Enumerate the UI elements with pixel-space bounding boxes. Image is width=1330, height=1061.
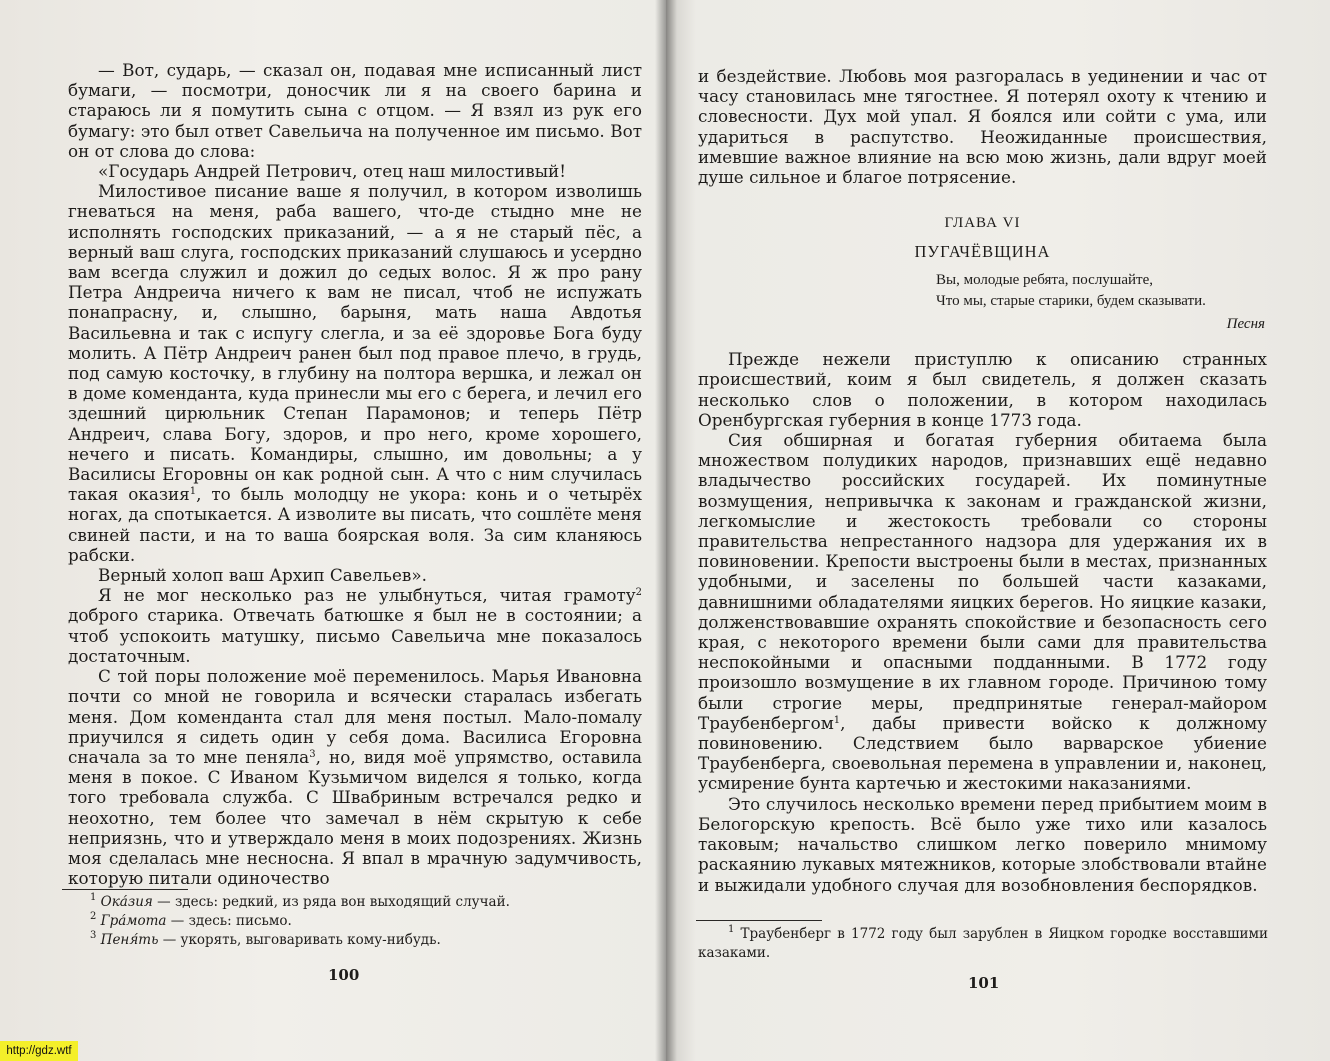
footnote-number: 1 xyxy=(728,924,735,935)
footnote-ref: 2 xyxy=(635,587,642,599)
paragraph-text: С той поры положение моё переменилось. Марья Ивановна почти со мной не говорила и всячески старалась избегать меня. Дом коменданта стал для меня постыл. Мало-помалу приучился я сидеть один у себя дома. Василиса Егоровна сначала за то мне пеняла xyxy=(68,666,642,767)
footnote-number: 2 xyxy=(90,911,97,922)
footnote-item xyxy=(90,912,640,931)
chapter-number: ГЛАВА VI xyxy=(944,215,1021,232)
footnote-divider xyxy=(696,920,822,921)
footnote-divider xyxy=(62,889,188,890)
footnote-number: 1 xyxy=(90,892,97,903)
paragraph-text: доброго старика. Отвечать батюшке я был не в состоянии; а чтоб успокоить матушку, письмо Савельича мне показалось достаточным. xyxy=(68,605,642,666)
right-page xyxy=(666,0,1330,1061)
page-number: 101 xyxy=(968,974,1000,992)
page-number: 100 xyxy=(328,966,360,984)
footnotes xyxy=(698,925,1268,963)
footnote-item xyxy=(698,925,1268,963)
footnote-ref: 1 xyxy=(189,486,197,498)
footnote-text: Траубенберг в 1772 году был зарублен в Яицком городке восставшими казаками. xyxy=(698,926,1268,961)
left-page-body xyxy=(68,60,642,888)
letter-salutation: «Государь Андрей Петрович, отец наш милостивый! xyxy=(98,161,566,182)
book-gutter xyxy=(655,0,677,1061)
footnote-text: — здесь: письмо. xyxy=(166,913,292,929)
paragraph: Это случилось несколько времени перед прибытием моим в Белогорскую крепость. Всё было уже тихо или казалось таковым; начальство слишком легко поверило мнимому раскаянию лукавых мятежников, которые злобствовали втайне и выжидали удобного случая для возобновления беспорядков. xyxy=(698,793,1267,895)
footnote-ref: 1 xyxy=(833,714,841,726)
paragraph xyxy=(698,430,1267,794)
paragraph xyxy=(68,585,642,666)
chapter-title: ПУГАЧЁВЩИНА xyxy=(914,242,1051,262)
footnote-item xyxy=(90,893,640,912)
footnote-text: — укорять, выговаривать кому-нибудь. xyxy=(158,932,441,948)
paragraph-text: Сия обширная и богатая губерния обитаема была множеством полудиких народов, признавших ещё недавно владычество российских государей. Их поминутные возмущения, непривычка к законам и гражданской жизни, легкомыслие и жестокость требовали со стороны правительства непрестанного надзора для удержания их в повиновении. Крепости выстроены были в местах, признанных удобными, и заселены по большей части казаками, давнишними обладателями яицких берегов. Но яицкие казаки, долженствовавшие охранять спокойствие и безопасность сего края, с некоторого времени были сами для правительства неспокойными и опасными подданными. В 1772 году произошло возмущение в их главном городе. Причиною тому были строгие меры, предпринятые генерал-майором Траубенбергом xyxy=(698,430,1267,733)
paragraph: — Вот, сударь, — сказал он, подавая мне исписанный лист бумаги, — посмотри, доносчик ли я на своего барина и стараюсь ли я помутить сына с отцом. — Я взял из рук его бумагу: это был ответ Савельича на полученное им письмо. Вот он от слова до слова: xyxy=(68,60,642,161)
footnote-number: 3 xyxy=(90,930,97,941)
footnote-ref: 3 xyxy=(309,748,316,760)
paragraph xyxy=(68,181,642,565)
footnote-term: Гра́мота xyxy=(100,913,167,929)
paragraph-text: , дабы привести войско к должному повиновению. Следствием было варварское убиение Траубенберга, своевольная перемена в управлении и, наконец, усмирение бунта картечью и жестокими наказаниями. xyxy=(698,712,1267,794)
letter-signature: Верный холоп ваш Архип Савельев». xyxy=(98,565,427,586)
paragraph-text: , но, видя моё упрямство, оставила меня в покое. С Иваном Кузьмичом виделся я только, когда того требовала служба. С Швабриным встречался редко и неохотно, тем более что замечал в нём скрытую к себе неприязнь, что и утверждало меня в моих подозрениях. Жизнь моя сделалась мне несносна. Я впал в мрачную задумчивость, которую питали одиночество xyxy=(68,746,642,889)
paragraph-text: Милостивое писание ваше я получил, в котором изволишь гневаться на меня, раба вашего, что-де стыдно мне не исполнять господских приказаний, — а я не старый пёс, а верный ваш слуга, господских приказаний слушаюсь и усердно вам всегда служил и дожил до седых волос. Я ж про рану Петра Андреича ничего к вам не писал, чтоб не испужать понапрасну, и, слышно, барыня, мать наша Авдотья Васильевна и так с испугу слегла, и за её здоровье Бога буду молить. А Пётр Андреич ранен был под правое плечо, в грудь, под самую косточку, в глубину на полтора вершка, и лежал он в доме коменданта, куда принесли мы его с берега, и лечил его здешний цирюльник Степан Парамонов; и теперь Пётр Андреич, слава Богу, здоров, и про него, кроме хорошего, нечего и писать. Командиры, слышно, им довольны; а у Василисы Егоровны он как родной сын. А что с ним случилась такая оказия xyxy=(68,181,642,505)
paragraph: Прежде нежели приступлю к описанию странных происшествий, коим я был свидетель, я должен сказать несколько слов о положении, в котором находилась Оренбургская губерния в конце 1773 года. xyxy=(698,349,1267,430)
epigraph-line: Что мы, старые старики, будем сказывати. xyxy=(936,293,1206,310)
watermark-link[interactable]: http://gdz.wtf xyxy=(0,1041,78,1061)
epigraph-line: Вы, молодые ребята, послушайте, xyxy=(936,272,1154,289)
footnote-term: Ока́зия xyxy=(100,894,153,910)
paragraph: и бездействие. Любовь моя разгоралась в уединении и час от часу становилась мне тягостнее. Я потерял охоту к чтению и словесности. Дух мой упал. Я боялся или сойти с ума, или удариться в распутство. Неожиданные происшествия, имевшие важное влияние на всю мою жизнь, дали вдруг моей душе сильное и благое потрясение. xyxy=(698,66,1267,188)
footnote-term: Пеня́ть xyxy=(100,932,159,948)
paragraph-text: Я не мог несколько раз не улыбнуться, читая грамоту xyxy=(98,585,636,606)
footnote-text: — здесь: редкий, из ряда вон выходящий случай. xyxy=(152,894,510,910)
paragraph xyxy=(68,666,642,888)
right-page-body xyxy=(698,66,1267,895)
epigraph-source: Песня xyxy=(1226,316,1265,333)
epigraph xyxy=(936,270,1267,312)
footnote-item xyxy=(90,931,640,950)
footnotes xyxy=(90,893,640,950)
paragraph-text: , то быль молодцу не укора: конь и о четырёх ногах, да спотыкается. А изволите вы писать, что сошлёте меня свиней пасти, и на то ваша боярская воля. За сим кланяюсь рабски. xyxy=(68,484,642,565)
